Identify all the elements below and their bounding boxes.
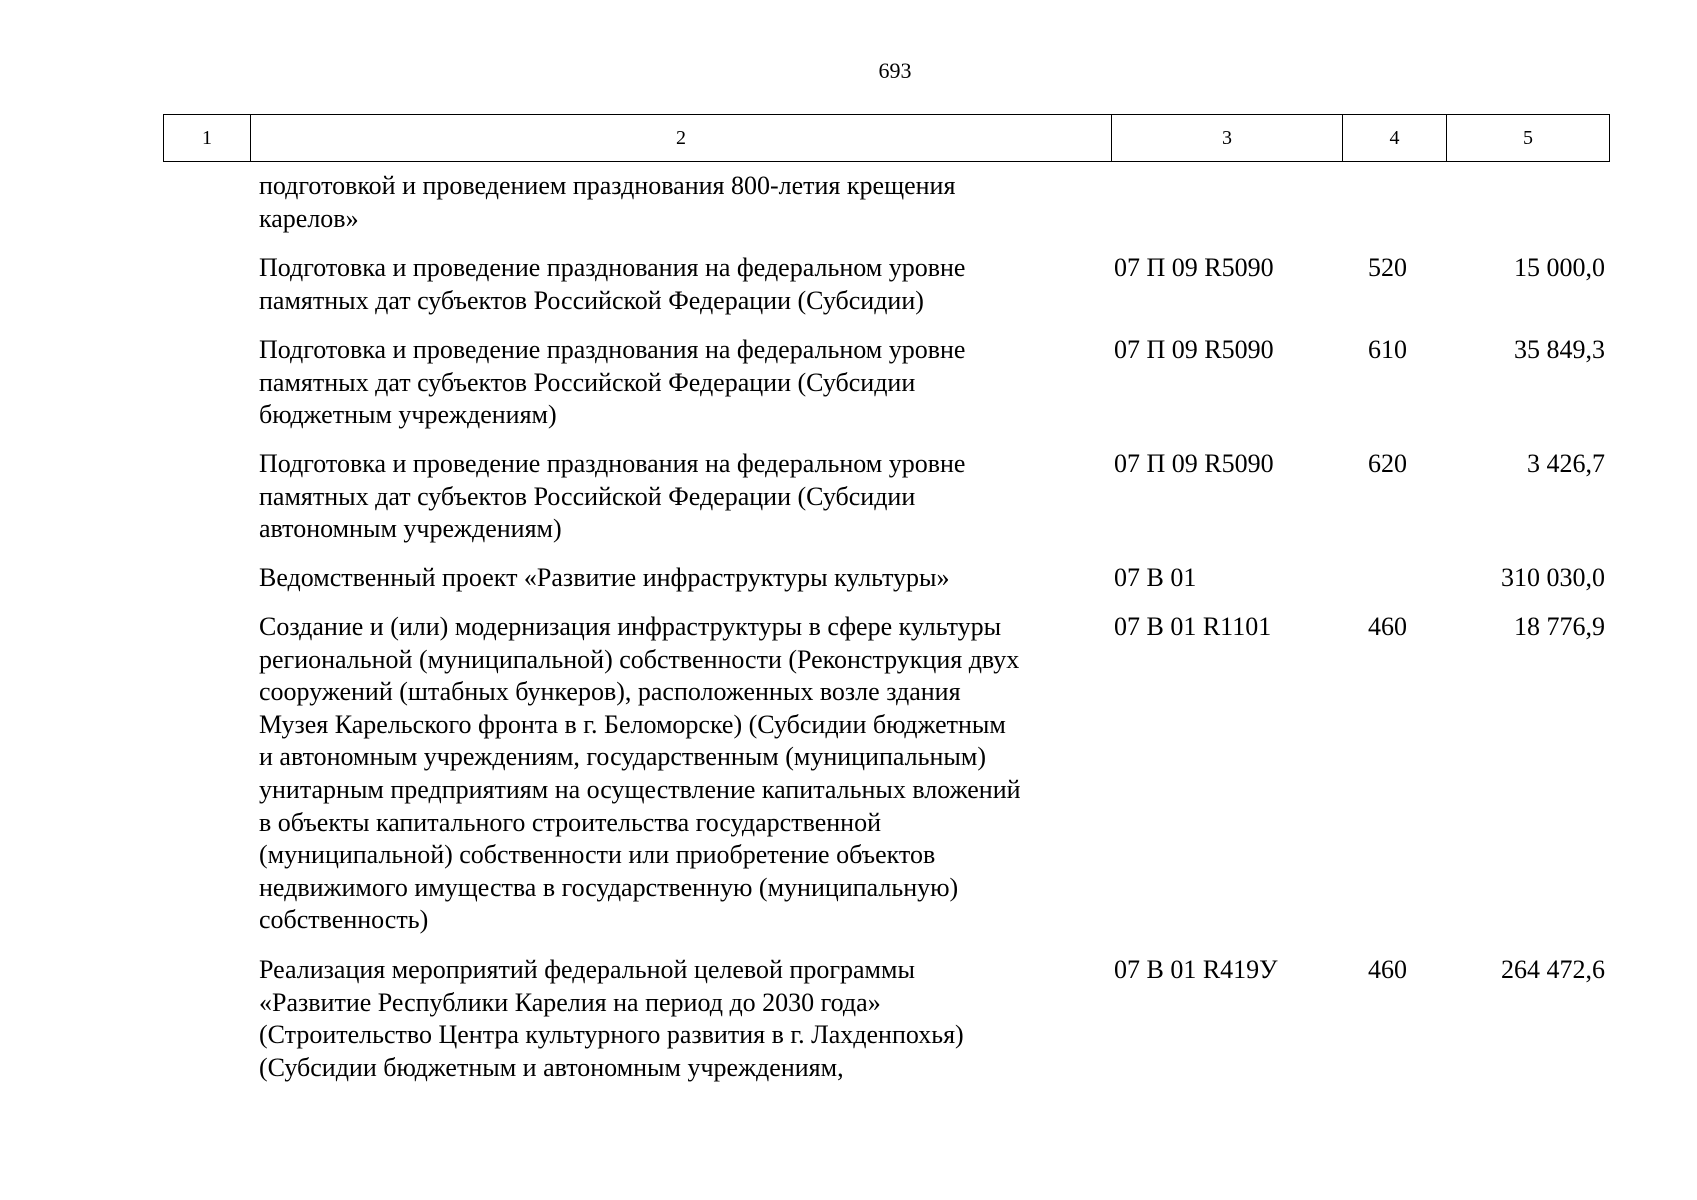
row-description: [259, 562, 1099, 595]
description-line: недвижимого имущества в государственную (муниципальную): [259, 872, 959, 902]
target-article-code: 07 В 01 R419У: [1114, 955, 1278, 984]
description-line: памятных дат субъектов Российской Федерации (Субсидии: [259, 367, 916, 397]
column-number-2: 2: [251, 115, 1112, 162]
column-number-3: 3: [1112, 115, 1343, 162]
description-line: (Строительство Центра культурного развития в г. Лахденпохья): [259, 1020, 964, 1050]
description-line: собственность): [259, 905, 429, 935]
column-number-1: 1: [164, 115, 251, 162]
row-description: [259, 334, 1099, 432]
target-article-code: 07 В 01: [1114, 563, 1197, 592]
description-line: (Субсидии бюджетным и автономным учреждениям,: [259, 1052, 844, 1082]
row-description: [259, 448, 1099, 546]
description-line: памятных дат субъектов Российской Федерации (Субсидии: [259, 481, 916, 511]
row-description: [259, 252, 1099, 317]
target-article-code: 07 П 09 R5090: [1114, 449, 1274, 478]
description-line: Подготовка и проведение празднования на федеральном уровне: [259, 449, 966, 478]
description-line: сооружений (штабных бункеров), расположенных возле здания: [259, 677, 961, 707]
description-line: памятных дат субъектов Российской Федерации (Субсидии): [259, 285, 924, 315]
page-number: 693: [878, 58, 912, 83]
description-line: Ведомственный проект «Развитие инфраструктуры культуры»: [259, 563, 950, 592]
description-line: и автономным учреждениям, государственным (муниципальным): [259, 742, 986, 772]
description-line: в объекты капитального строительства государственной: [259, 807, 881, 837]
amount: 264 472,6: [1501, 955, 1605, 984]
description-line: региональной (муниципальной) собственности (Реконструкция двух: [259, 644, 1020, 674]
amount: 18 776,9: [1514, 612, 1605, 641]
description-line: Подготовка и проведение празднования на федеральном уровне: [259, 335, 966, 364]
amount: 310 030,0: [1501, 563, 1605, 592]
description-line: (муниципальной) собственности или приобретение объектов: [259, 840, 936, 870]
amount: 35 849,3: [1514, 335, 1605, 364]
description-line: подготовкой и проведением празднования 800-летия крещения: [259, 171, 956, 200]
row-description: [259, 170, 1099, 235]
expense-type-code: 460: [1368, 955, 1407, 984]
expense-type-code: 610: [1368, 335, 1407, 364]
description-line: карелов»: [259, 203, 359, 233]
column-number-4: 4: [1343, 115, 1447, 162]
expense-type-code: 620: [1368, 449, 1407, 478]
description-line: «Развитие Республики Карелия на период до 2030 года»: [259, 987, 881, 1017]
target-article-code: 07 В 01 R1101: [1114, 612, 1272, 641]
amount: 15 000,0: [1514, 253, 1605, 282]
expense-type-code: 460: [1368, 612, 1407, 641]
description-line: Музея Карельского фронта в г. Беломорске) (Субсидии бюджетным: [259, 709, 1006, 739]
row-description: [259, 611, 1099, 937]
description-line: унитарным предприятиям на осуществление капитальных вложений: [259, 774, 1021, 804]
amount: 3 426,7: [1527, 449, 1605, 478]
target-article-code: 07 П 09 R5090: [1114, 253, 1274, 282]
description-line: бюджетным учреждениям): [259, 400, 557, 430]
description-line: Подготовка и проведение празднования на федеральном уровне: [259, 253, 966, 282]
description-line: Создание и (или) модернизация инфраструктуры в сфере культуры: [259, 612, 1002, 641]
column-number-5: 5: [1447, 115, 1610, 162]
description-line: автономным учреждениям): [259, 514, 562, 544]
row-description: [259, 954, 1099, 1084]
target-article-code: 07 П 09 R5090: [1114, 335, 1274, 364]
description-line: Реализация мероприятий федеральной целевой программы: [259, 955, 915, 984]
expense-type-code: 520: [1368, 253, 1407, 282]
